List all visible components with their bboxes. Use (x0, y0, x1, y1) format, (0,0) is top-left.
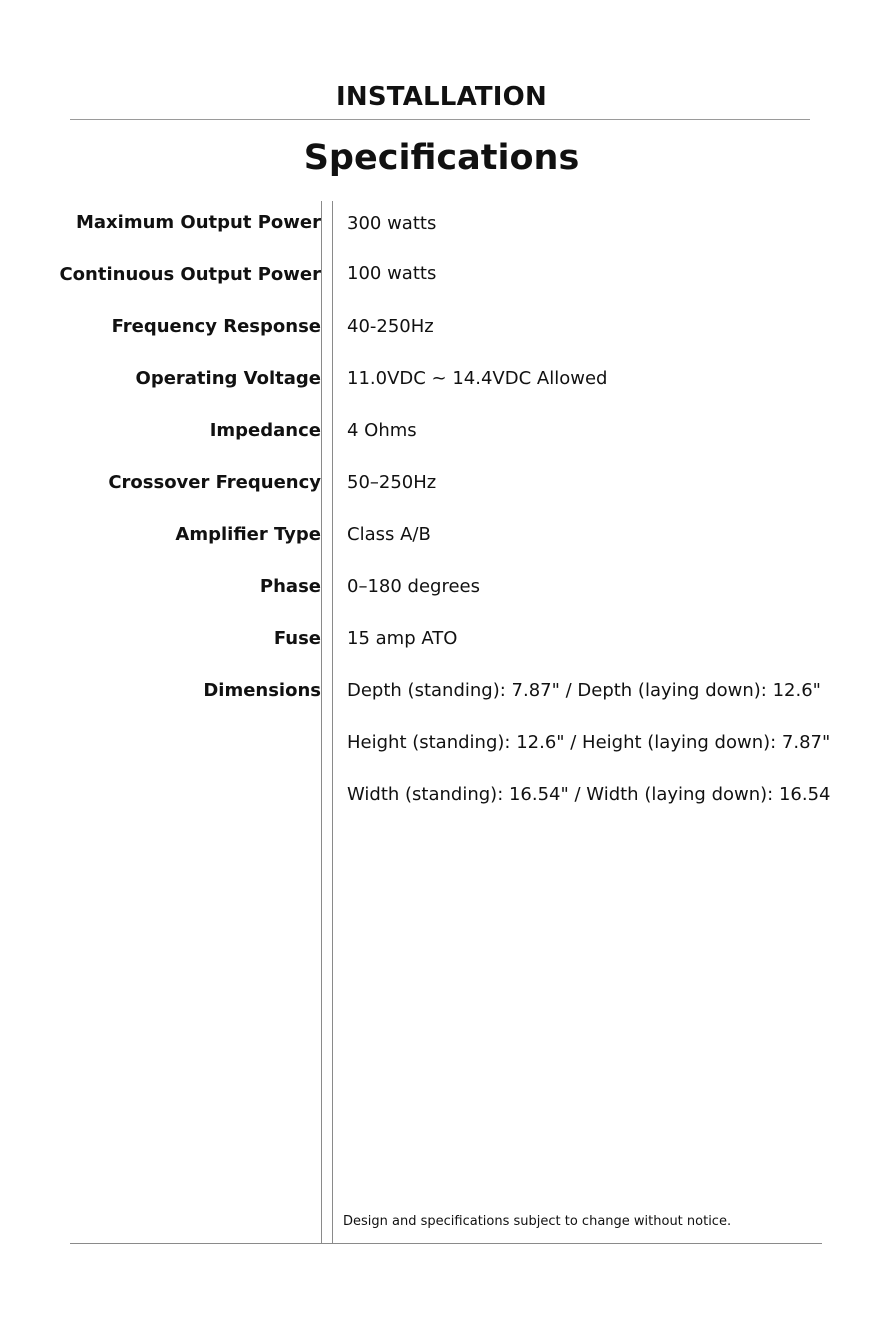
spec-label-impedance: Impedance (209, 420, 321, 441)
spec-value-operating-voltage: 11.0VDC ~ 14.4VDC Allowed (347, 368, 608, 389)
spec-label-dimensions: Dimensions (203, 680, 321, 701)
top-rule (70, 119, 810, 120)
column-divider-right (332, 201, 333, 1244)
spec-value-frequency-response: 40-250Hz (347, 316, 434, 337)
spec-label-amplifier-type: Amplifier Type (175, 524, 321, 545)
spec-label-phase: Phase (259, 576, 321, 597)
bottom-rule (70, 1243, 822, 1244)
spec-label-crossover-frequency: Crossover Frequency (108, 472, 321, 493)
spec-value-fuse: 15 amp ATO (347, 628, 458, 649)
spec-value-amplifier-type: Class A/B (347, 524, 431, 545)
page-title: Specifications (303, 138, 580, 178)
spec-label-continuous-output-power: Continuous Output Power (59, 264, 321, 285)
spec-value-crossover-frequency: 50–250Hz (347, 472, 437, 493)
section-title: INSTALLATION (336, 82, 547, 112)
column-divider-left (321, 201, 322, 1244)
spec-label-max-output-power: Maximum Output Power (76, 212, 321, 233)
spec-value-phase: 0–180 degrees (347, 576, 480, 597)
footnote: Design and specifications subject to change without notice. (343, 1214, 732, 1229)
spec-value-continuous-output-power: 100 watts (347, 263, 437, 284)
spec-label-frequency-response: Frequency Response (111, 316, 321, 337)
spec-value-dimensions-height: Height (standing): 12.6" / Height (laying down): 7.87" (347, 732, 831, 753)
spec-label-operating-voltage: Operating Voltage (135, 368, 321, 389)
spec-value-dimensions-depth: Depth (standing): 7.87" / Depth (laying down): 12.6" (347, 680, 821, 701)
spec-value-dimensions-width: Width (standing): 16.54" / Width (laying down): 16.54 (347, 784, 831, 805)
spec-value-max-output-power: 300 watts (347, 213, 437, 234)
spec-value-impedance: 4 Ohms (347, 420, 417, 441)
spec-label-fuse: Fuse (273, 628, 321, 649)
